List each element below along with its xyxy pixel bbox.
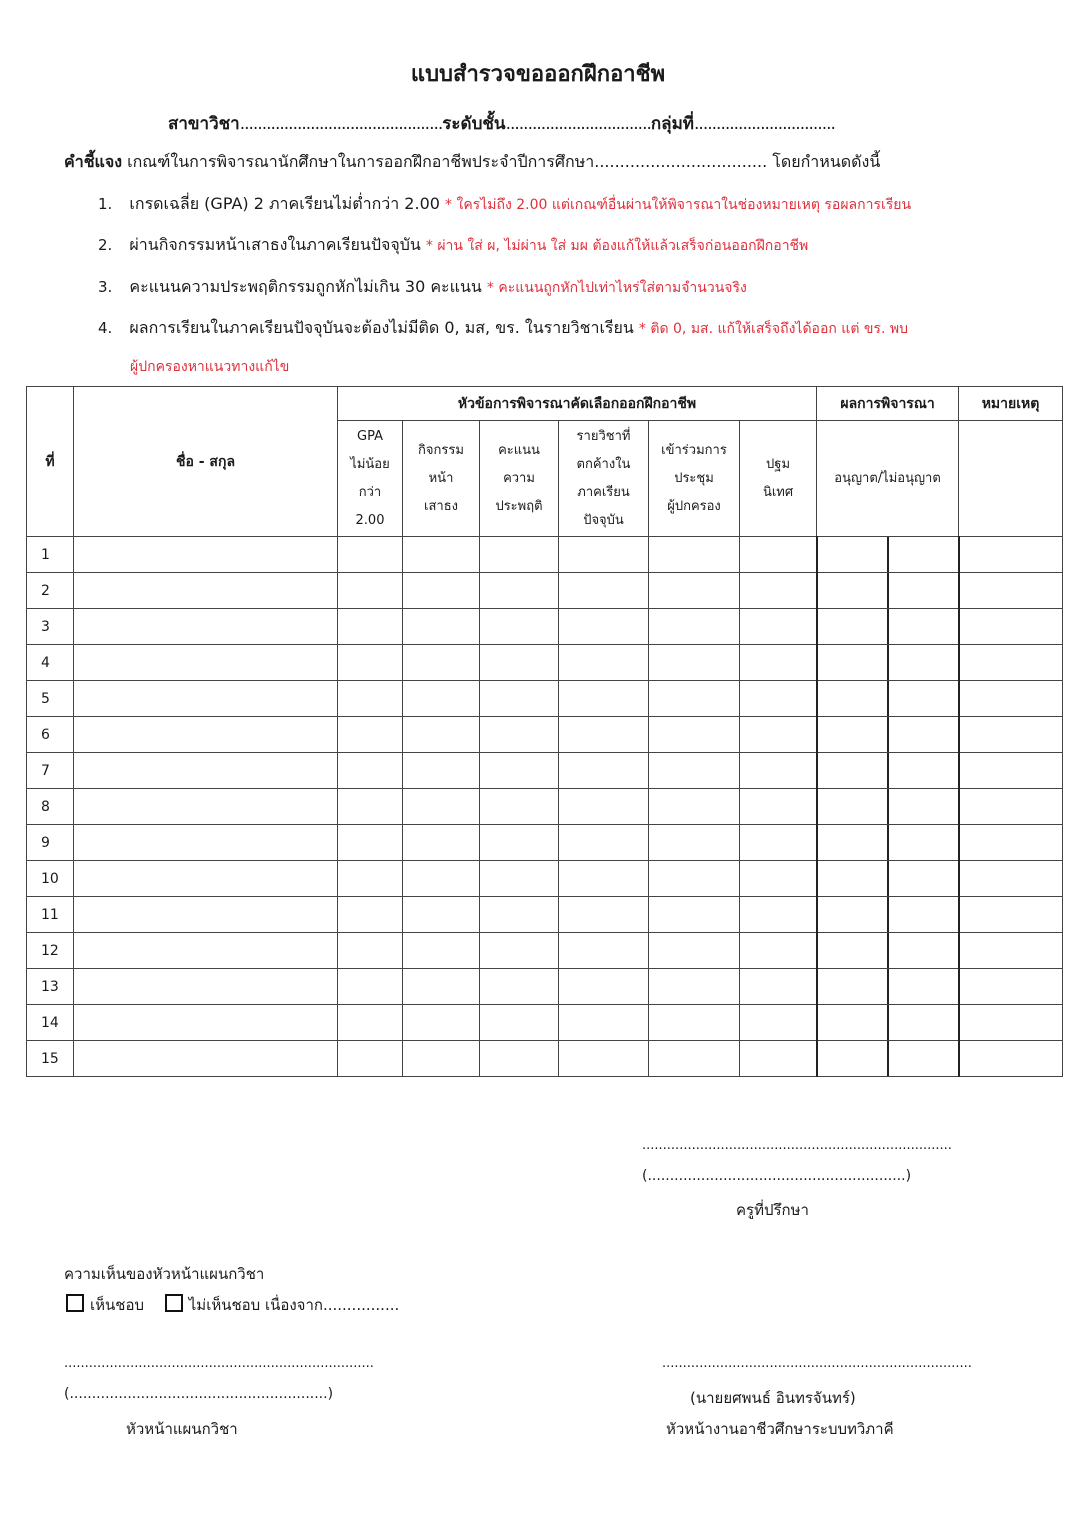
disagree-label: ไม่เห็นชอบ เนื่องจาก................ <box>188 1296 400 1314</box>
name-cell[interactable] <box>74 933 338 969</box>
criteria-cell[interactable] <box>649 753 740 789</box>
criteria-group-header: หัวข้อการพิจารณาคัดเลือกออกฝึกอาชีพ <box>338 387 817 421</box>
agree-label: เห็นชอบ <box>90 1296 144 1314</box>
criteria-cell[interactable] <box>338 861 403 897</box>
head-title: หัวหน้าแผนกวิชา <box>126 1420 238 1438</box>
table-row <box>27 645 1063 681</box>
row-number: 5 <box>27 681 74 717</box>
allow-box[interactable] <box>826 1005 889 1040</box>
criteria-cell[interactable] <box>740 681 817 717</box>
table-row <box>27 717 1063 753</box>
criteria-cell[interactable] <box>649 861 740 897</box>
criteria-cell[interactable] <box>649 717 740 753</box>
deny-box[interactable] <box>889 681 950 716</box>
remark-cell[interactable] <box>959 825 1063 861</box>
criteria-cell[interactable] <box>403 1041 480 1077</box>
criterion-number: 3. <box>98 278 113 296</box>
criterion-number: 4. <box>98 319 113 337</box>
deny-box[interactable] <box>889 1005 950 1040</box>
criteria-cell[interactable] <box>649 681 740 717</box>
deny-box[interactable] <box>889 573 950 608</box>
criteria-cell[interactable] <box>403 753 480 789</box>
permission-cell[interactable] <box>817 681 959 717</box>
row-number: 6 <box>27 717 74 753</box>
remark-cell[interactable] <box>959 537 1063 573</box>
permission-cell[interactable] <box>817 861 959 897</box>
name-cell[interactable] <box>74 1005 338 1041</box>
permission-cell[interactable] <box>817 789 959 825</box>
criteria-cell[interactable] <box>740 969 817 1005</box>
criteria-cell[interactable] <box>649 969 740 1005</box>
allow-box[interactable] <box>826 969 889 1004</box>
criteria-cell[interactable] <box>559 1041 649 1077</box>
criteria-cell[interactable] <box>480 753 559 789</box>
chief-name: (นายยศพนธ์ อินทรจันทร์) <box>690 1389 856 1407</box>
allow-box[interactable] <box>826 825 889 860</box>
row-number: 15 <box>27 1041 74 1077</box>
criteria-cell[interactable] <box>559 969 649 1005</box>
deny-box[interactable] <box>889 717 950 752</box>
row-number: 9 <box>27 825 74 861</box>
criterion-text: ผ่านกิจกรรมหน้าเสาธงในภาคเรียนปัจจุบัน <box>129 235 421 254</box>
orientation-header: ปฐม นิเทศ <box>740 421 817 537</box>
allow-box[interactable] <box>826 537 889 572</box>
agree-checkbox[interactable] <box>66 1294 84 1312</box>
criteria-cell[interactable] <box>740 645 817 681</box>
criteria-cell[interactable] <box>559 573 649 609</box>
group-label: กลุ่มที่ <box>650 114 695 134</box>
allow-box[interactable] <box>826 933 889 968</box>
criteria-cell[interactable] <box>740 573 817 609</box>
table-row <box>27 933 1063 969</box>
allow-box[interactable] <box>826 897 889 932</box>
remark-cell[interactable] <box>959 933 1063 969</box>
major-label: สาขาวิชา <box>168 114 240 134</box>
criteria-cell[interactable] <box>740 537 817 573</box>
criteria-cell[interactable] <box>338 933 403 969</box>
name-cell[interactable] <box>74 573 338 609</box>
name-cell[interactable] <box>74 681 338 717</box>
criteria-cell[interactable] <box>559 753 649 789</box>
criteria-cell[interactable] <box>649 825 740 861</box>
criteria-cell[interactable] <box>559 717 649 753</box>
criteria-cell[interactable] <box>403 645 480 681</box>
criteria-cell[interactable] <box>559 933 649 969</box>
criteria-cell[interactable] <box>338 717 403 753</box>
criteria-cell[interactable] <box>480 789 559 825</box>
criteria-cell[interactable] <box>649 897 740 933</box>
permission-cell[interactable] <box>817 753 959 789</box>
name-cell[interactable] <box>74 969 338 1005</box>
criteria-cell[interactable] <box>480 645 559 681</box>
row-number: 8 <box>27 789 74 825</box>
criterion-note: * ผ่าน ใส่ ผ, ไม่ผ่าน ใส่ มผ ต้องแก้ให้แล้วเสร็จก่อนออกฝึกอาชีพ <box>425 238 809 254</box>
permission-cell[interactable] <box>817 717 959 753</box>
criteria-cell[interactable] <box>740 1005 817 1041</box>
name-cell[interactable] <box>74 537 338 573</box>
deny-box[interactable] <box>889 789 950 824</box>
criteria-cell[interactable] <box>480 825 559 861</box>
criteria-cell[interactable] <box>480 537 559 573</box>
criterion-text: ผลการเรียนในภาคเรียนปัจจุบันจะต้องไม่มีติด 0, มส, ขร. ในรายวิชาเรียน <box>129 318 634 337</box>
criteria-cell[interactable] <box>480 609 559 645</box>
criteria-cell[interactable] <box>740 753 817 789</box>
permission-cell[interactable] <box>817 609 959 645</box>
criteria-cell[interactable] <box>480 933 559 969</box>
row-number: 11 <box>27 897 74 933</box>
remark-cell[interactable] <box>959 609 1063 645</box>
criteria-cell[interactable] <box>559 897 649 933</box>
criteria-cell[interactable] <box>338 681 403 717</box>
permission-cell[interactable] <box>817 573 959 609</box>
criteria-cell[interactable] <box>649 789 740 825</box>
criteria-cell[interactable] <box>649 573 740 609</box>
criteria-cell[interactable] <box>403 789 480 825</box>
criteria-cell[interactable] <box>649 537 740 573</box>
deny-box[interactable] <box>889 933 950 968</box>
criteria-cell[interactable] <box>403 609 480 645</box>
criteria-cell[interactable] <box>480 717 559 753</box>
allow-box[interactable] <box>826 717 889 752</box>
criteria-cell[interactable] <box>559 825 649 861</box>
criteria-cell[interactable] <box>480 861 559 897</box>
criteria-cell[interactable] <box>480 681 559 717</box>
criterion-note: * ติด 0, มส. แก้ให้เสร็จถึงได้ออก แต่ ขร. พบ <box>638 321 908 337</box>
permission-cell[interactable] <box>817 933 959 969</box>
col-name-header: ชื่อ - สกุล <box>74 387 338 537</box>
criteria-cell[interactable] <box>740 933 817 969</box>
remark-cell[interactable] <box>959 861 1063 897</box>
row-number: 3 <box>27 609 74 645</box>
table-row <box>27 1005 1063 1041</box>
permission-cell[interactable] <box>817 1005 959 1041</box>
criteria-cell[interactable] <box>403 1005 480 1041</box>
table-row <box>27 609 1063 645</box>
allow-box[interactable] <box>826 645 889 680</box>
major-dots: .............................................. <box>239 114 443 134</box>
remark-subheader <box>959 421 1063 537</box>
criterion-number: 2. <box>98 236 113 254</box>
criteria-cell[interactable] <box>740 861 817 897</box>
criteria-cell[interactable] <box>740 717 817 753</box>
criterion-3 <box>98 275 747 300</box>
criteria-cell[interactable] <box>480 573 559 609</box>
criteria-cell[interactable] <box>559 609 649 645</box>
criteria-cell[interactable] <box>338 537 403 573</box>
col-no-header: ที่ <box>27 387 74 537</box>
row-number: 4 <box>27 645 74 681</box>
criteria-cell[interactable] <box>559 1005 649 1041</box>
permission-cell[interactable] <box>817 1041 959 1077</box>
deny-box[interactable] <box>889 897 950 932</box>
remark-cell[interactable] <box>959 753 1063 789</box>
name-cell[interactable] <box>74 789 338 825</box>
criteria-cell[interactable] <box>740 1041 817 1077</box>
permission-cell[interactable] <box>817 897 959 933</box>
head-signature-line: ........................................................................... <box>64 1356 374 1371</box>
row-number: 1 <box>27 537 74 573</box>
criterion-note: * คะแนนถูกหักไปเท่าไหร่ใส่ตามจำนวนจริง <box>486 280 747 296</box>
criteria-cell[interactable] <box>338 1005 403 1041</box>
chief-title: หัวหน้างานอาชีวศึกษาระบบทวิภาคี <box>666 1420 894 1438</box>
advisor-title: ครูที่ปรึกษา <box>736 1201 809 1219</box>
form-title: แบบสำรวจขอออกฝึกอาชีพ <box>410 62 666 87</box>
criteria-cell[interactable] <box>559 645 649 681</box>
name-cell[interactable] <box>74 717 338 753</box>
row-number: 14 <box>27 1005 74 1041</box>
table-row <box>27 537 1063 573</box>
deny-box[interactable] <box>889 1041 950 1076</box>
remark-cell[interactable] <box>959 1041 1063 1077</box>
criteria-cell[interactable] <box>403 573 480 609</box>
criteria-cell[interactable] <box>338 609 403 645</box>
allow-box[interactable] <box>826 573 889 608</box>
remark-cell[interactable] <box>959 681 1063 717</box>
deny-box[interactable] <box>889 537 950 572</box>
name-cell[interactable] <box>74 609 338 645</box>
row-number: 13 <box>27 969 74 1005</box>
table-row <box>27 753 1063 789</box>
level-dots: ................................. <box>505 114 651 134</box>
name-cell[interactable] <box>74 825 338 861</box>
remark-header: หมายเหตุ <box>959 387 1063 421</box>
row-number: 7 <box>27 753 74 789</box>
criterion-note: * ใครไม่ถึง 2.00 แต่เกณฑ์อื่นผ่านให้พิจารณาในช่องหมายเหตุ รอผลการเรียน <box>445 197 912 213</box>
criteria-cell[interactable] <box>338 897 403 933</box>
criterion-text: คะแนนความประพฤติกรรมถูกหักไม่เกิน 30 คะแนน <box>129 277 482 296</box>
allow-box[interactable] <box>826 609 889 644</box>
criteria-cell[interactable] <box>338 645 403 681</box>
deny-box[interactable] <box>889 645 950 680</box>
row-number: 12 <box>27 933 74 969</box>
student-table <box>26 386 1063 1077</box>
permission-header: อนุญาต/ไม่อนุญาต <box>817 421 959 537</box>
criteria-cell[interactable] <box>649 1005 740 1041</box>
name-cell[interactable] <box>74 753 338 789</box>
name-cell[interactable] <box>74 861 338 897</box>
criteria-cell[interactable] <box>403 933 480 969</box>
remark-cell[interactable] <box>959 1005 1063 1041</box>
allow-box[interactable] <box>826 861 889 896</box>
permission-cell[interactable] <box>817 969 959 1005</box>
activity-header: กิจกรรม หน้า เสาธง <box>403 421 480 537</box>
name-cell[interactable] <box>74 1041 338 1077</box>
allow-box[interactable] <box>826 753 889 788</box>
criteria-cell[interactable] <box>649 933 740 969</box>
subjects-header: รายวิชาที่ ตกค้างใน ภาคเรียน ปัจจุบัน <box>559 421 649 537</box>
criteria-cell[interactable] <box>740 609 817 645</box>
criterion-4 <box>98 316 908 341</box>
permission-cell[interactable] <box>817 645 959 681</box>
deny-box[interactable] <box>889 825 950 860</box>
table-row <box>27 681 1063 717</box>
criterion-4-note-continued: ผู้ปกครองหาแนวทางแก้ไข <box>130 359 290 375</box>
criteria-cell[interactable] <box>740 825 817 861</box>
name-cell[interactable] <box>74 645 338 681</box>
opinion-label: ความเห็นของหัวหน้าแผนกวิชา <box>64 1265 265 1283</box>
table-row <box>27 825 1063 861</box>
head-name-parentheses: (..........................................................) <box>64 1386 334 1402</box>
result-header: ผลการพิจารณา <box>817 387 959 421</box>
row-number: 2 <box>27 573 74 609</box>
criterion-text: เกรดเฉลี่ย (GPA) 2 ภาคเรียนไม่ต่ำกว่า 2.00 <box>129 194 440 213</box>
opinion-options <box>66 1293 399 1317</box>
advisor-signature-line: ........................................................................... <box>642 1138 952 1153</box>
permission-cell[interactable] <box>817 825 959 861</box>
permission-cell[interactable] <box>817 537 959 573</box>
criteria-cell[interactable] <box>403 969 480 1005</box>
advisor-name-parentheses: (..........................................................) <box>642 1168 912 1184</box>
row-number: 10 <box>27 861 74 897</box>
criteria-cell[interactable] <box>403 825 480 861</box>
criteria-cell[interactable] <box>403 861 480 897</box>
deny-box[interactable] <box>889 609 950 644</box>
table-row <box>27 1041 1063 1077</box>
chief-signature-line: ........................................................................... <box>662 1356 972 1371</box>
criteria-cell[interactable] <box>338 969 403 1005</box>
criteria-cell[interactable] <box>559 861 649 897</box>
table-row <box>27 861 1063 897</box>
criteria-cell[interactable] <box>740 789 817 825</box>
criterion-2 <box>98 233 808 258</box>
criteria-cell[interactable] <box>403 681 480 717</box>
criteria-cell[interactable] <box>480 969 559 1005</box>
allow-box[interactable] <box>826 789 889 824</box>
criteria-cell[interactable] <box>338 753 403 789</box>
criteria-cell[interactable] <box>649 645 740 681</box>
instructions-label: คำชี้แจง <box>64 152 123 171</box>
criteria-cell[interactable] <box>559 537 649 573</box>
table-row <box>27 969 1063 1005</box>
criteria-cell[interactable] <box>649 609 740 645</box>
remark-cell[interactable] <box>959 789 1063 825</box>
table-row <box>27 789 1063 825</box>
allow-box[interactable] <box>826 681 889 716</box>
criteria-cell[interactable] <box>338 789 403 825</box>
form-header-fields <box>168 110 835 137</box>
gpa-header: GPA ไม่น้อย กว่า 2.00 <box>338 421 403 537</box>
deny-box[interactable] <box>889 861 950 896</box>
remark-cell[interactable] <box>959 717 1063 753</box>
allow-box[interactable] <box>826 1041 889 1076</box>
criteria-cell[interactable] <box>338 573 403 609</box>
criteria-cell[interactable] <box>403 717 480 753</box>
name-cell[interactable] <box>74 897 338 933</box>
meeting-header: เข้าร่วมการ ประชุม ผู้ปกครอง <box>649 421 740 537</box>
criteria-cell[interactable] <box>338 825 403 861</box>
table-row <box>27 897 1063 933</box>
remark-cell[interactable] <box>959 897 1063 933</box>
criteria-cell[interactable] <box>559 789 649 825</box>
deny-box[interactable] <box>889 753 950 788</box>
criteria-cell[interactable] <box>338 1041 403 1077</box>
criteria-cell[interactable] <box>559 681 649 717</box>
instructions <box>64 150 880 175</box>
criteria-cell[interactable] <box>480 1005 559 1041</box>
group-dots: ................................ <box>694 114 835 134</box>
criteria-cell[interactable] <box>740 897 817 933</box>
remark-cell[interactable] <box>959 969 1063 1005</box>
criterion-1 <box>98 192 911 217</box>
criteria-cell[interactable] <box>649 1041 740 1077</box>
table-row <box>27 573 1063 609</box>
deny-box[interactable] <box>889 969 950 1004</box>
criteria-cell[interactable] <box>403 537 480 573</box>
level-label: ระดับชั้น <box>442 114 506 134</box>
remark-cell[interactable] <box>959 573 1063 609</box>
remark-cell[interactable] <box>959 645 1063 681</box>
instructions-text: เกณฑ์ในการพิจารณานักศึกษาในการออกฝึกอาชีพประจำปีการศึกษา.................................. โดยกำหนดดังนี้ <box>127 152 881 171</box>
disagree-checkbox[interactable] <box>165 1294 183 1312</box>
criteria-cell[interactable] <box>480 1041 559 1077</box>
criteria-cell[interactable] <box>480 897 559 933</box>
criterion-number: 1. <box>98 195 113 213</box>
criteria-cell[interactable] <box>403 897 480 933</box>
behavior-header: คะแนน ความ ประพฤติ <box>480 421 559 537</box>
